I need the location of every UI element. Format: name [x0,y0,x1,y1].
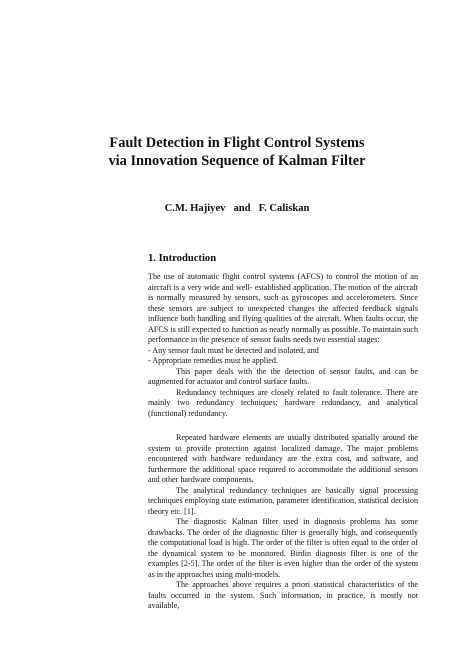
bullet-item-2: - Appropriate remedies must be applied. [148,356,278,365]
author-separator: and [233,203,251,214]
bullet-item-1: - Any sensor fault must be detected and isolated, and [148,345,319,355]
title-line-2: via Innovation Sequence of Kalman Filter [108,153,366,169]
paragraph-gap [148,419,418,433]
section-heading-introduction: 1. Introduction [148,253,217,264]
paragraph-4: Repeated hardware elements are usually distributed spatially around the system to provide protection against localized damage. The major problems encountered with hardware redundancy are the extra cost, and software, and furthermore the additional space required to accommodate the additional sensors and other hardware components. [148,433,418,484]
paragraph-7: The approaches above requires a priori statistical characteristics of the faults occurred in the system. Such information, in practice, is mostly not available, [148,580,418,610]
paragraph-6: The diagnostic Kalman filter used in diagnosis problems has some drawbacks. The order of the diagnostic filter is generally high, and consequently the computational load is high. The order of the filter is often equal to the order of the dynamical system to be monitored. Birdin diagnosis filter is one of the examples [2-5]. The order of the filter is even higher than the order of the system as in the approaches using multi-models. [148,517,418,579]
paragraph-5: The analytical redundancy techniques are basically signal processing techniques employing state estimation, parameter identification, statistical decision theory etc. [1]. [148,485,418,516]
author-line [100,202,374,215]
body-text [148,272,418,612]
title-line-1: Fault Detection in Flight Control Systems [109,135,365,151]
paragraph-2: This paper deals with the the detection of sensor faults, and can be augmented for actuator and control surface faults. [148,366,418,386]
author-1: C.M. Hajiyev [164,203,226,214]
paragraph-3: Redundancy techniques are closely related to fault tolerance. There are mainly two redundancy techniques; hardware redundancy, and analytical (functional) redundancy. [148,387,418,418]
paragraph-1: The use of automatic flight control systems (AFCS) to control the motion of an aircraft is a very wide and well- established application. The motion of the aircraft is normally measured by sensors, such as gyroscopes and accelerometers. Since these sensors are subject to unexpected changes the affected feedback signals influence both handling and flying qualities of the aircraft. When faults occur, the AFCS is still expected to function as nearly normally as possible. To maintain such performance in the presence of sensor faults needs two essential stages: [148,272,418,344]
paper-title [100,134,374,170]
author-2: F. Caliskan [258,203,310,214]
